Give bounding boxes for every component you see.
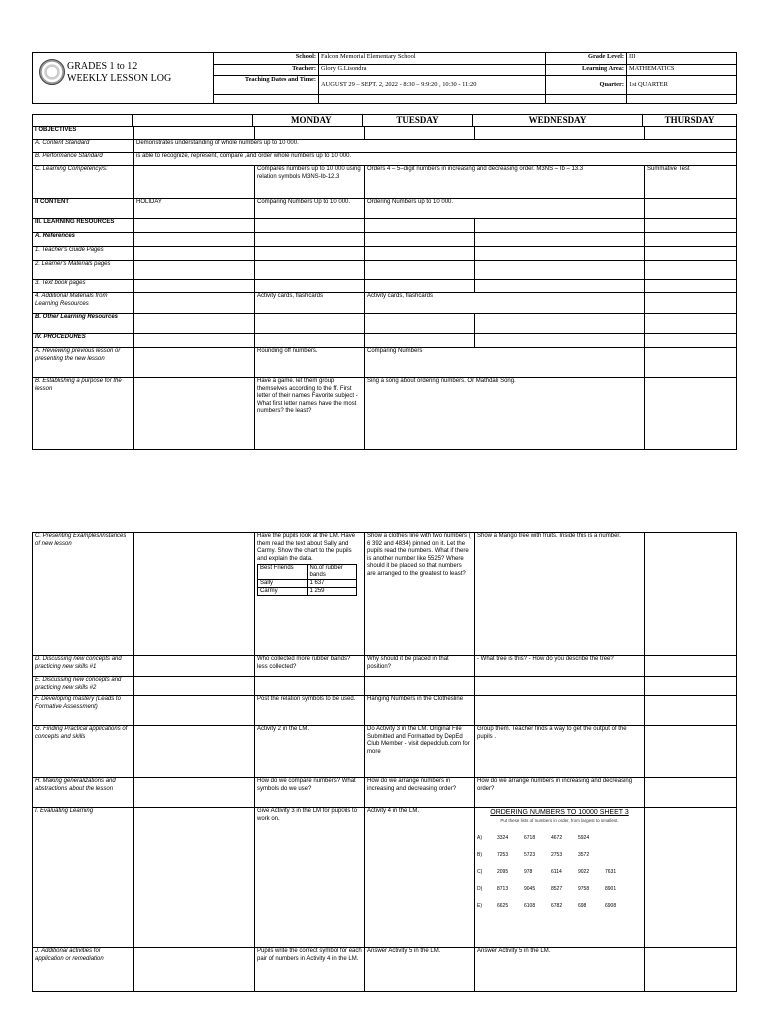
evaluating-wednesday: Activity 4 in the LM. (365, 808, 475, 948)
additional-activities-tuesday: Pupils write the correct symbol for each pair of numbers in Activity 4 in the LM. (255, 948, 365, 992)
purpose-wednesday: Sing a song about ordering numbers. Or Mathdali Song. (365, 378, 645, 450)
teacher-value: Glory G.Lisondra (319, 65, 546, 76)
practical-wednesday: Do Activity 3 in the LM. Original File Submitted and Formatted by DepEd Club Member - visit depedclub.com for more (365, 726, 475, 778)
row-other-resources: B. Other Learning Resources (33, 314, 134, 334)
row-textbook: 3. Text book pages (33, 280, 134, 293)
worksheet-row: C) 2095 978 6114 9022 7631 (477, 869, 617, 876)
dates-value: AUGUST 29 – SEPT. 2, 2022 - 8:30 – 9:9:20 , 10:30 - 11:20 (319, 76, 546, 95)
lesson-table-2 (32, 532, 737, 992)
grade-value: III (627, 53, 737, 65)
row-content: II CONTENT (33, 199, 134, 219)
teacher-label: Teacher: (214, 65, 319, 76)
row-objectives: I OBJECTIVES (33, 127, 134, 140)
quarter-label: Quarter: (546, 76, 627, 95)
presenting-wednesday: Show a clothes line with two numbers ( 6 392 and 4834) pinned on it. Let the pupils read the numbers. What if there is another number like 5525? Where should it be placed so that numbers are arranged to the greatest to least? (365, 533, 475, 656)
additional-tuesday: Activity cards, flashcards (255, 293, 365, 314)
content-monday: HOLIDAY (134, 199, 255, 219)
row-resources: III. LEARNING RESOURCES (33, 219, 134, 233)
table-h2: No.of rubber bands (307, 565, 357, 580)
mastery-wednesday: Hanging Numbers in the Clothesline (365, 696, 475, 726)
content-wednesday: Ordering Numbers up to 10 000. (365, 199, 645, 219)
row-generalizations: H. Making generalizations and abstractions about the lesson (33, 778, 134, 808)
practical-tuesday: Activity 2 in the LM. (255, 726, 365, 778)
purpose-tuesday: Have a game. let them group themselves according to the ff. First letter of their names Favorite subject - What first letter names have the most numbers? the least? (255, 378, 365, 450)
generalizations-thursday: How do we arrange numbers in increasing and decreasing order? (475, 778, 645, 808)
row-discussing-1: D. Discussing new concepts and practicing new skills #1 (33, 656, 134, 677)
logo-cell (33, 53, 214, 104)
worksheet-subtitle: Put these lists of numbers in order, from largest to smallest. (500, 817, 619, 823)
worksheet-cell (475, 808, 645, 948)
quarter-value: 1st QUARTER (627, 76, 737, 95)
competency-wednesday: Orders 4 – 5–digit numbers in increasing and decreasing order. M3NS – Ib – 13.3 (365, 166, 645, 199)
dates-label: Teaching Dates and Time: (214, 76, 319, 95)
worksheet-title: ORDERING NUMBERS TO 10000 SHEET 3 (490, 809, 629, 816)
content-tuesday: Comparing Numbers Up to 10 000. (255, 199, 365, 219)
row-performance-standard: B. Performance Standard (33, 153, 134, 166)
presenting-tuesday-text: Have the pupils look at the LM. Have them read the text about Sally and Carmy. Show the chart to the pupils and explain the data. (257, 533, 356, 562)
competency-tuesday: Compares numbers up to 10 000 using relation symbols M3NS-Ib-12.3 (255, 166, 365, 199)
table-r1b: 1 637 (307, 580, 357, 588)
deped-seal-icon (39, 59, 65, 85)
row-mastery: F. Developing mastery (Leads to Formative Assessment) (33, 696, 134, 726)
grade-label: Grade Level: (546, 53, 627, 65)
table-r2b: 1 259 (307, 588, 357, 596)
table-h1: Best Friends (258, 565, 308, 580)
logo-line2: WEEKLY LESSON LOG (67, 73, 172, 84)
row-additional-activities: J. Additional activities for application or remediation (33, 948, 134, 992)
row-competency: C. Learning Competency/s: (33, 166, 134, 199)
row-discussing-2: E. Discussing new concepts and practicing new skills #2 (33, 677, 134, 696)
day-thursday: THURSDAY (643, 115, 737, 127)
day-monday: MONDAY (253, 115, 363, 127)
table-r2a: Carmy (258, 588, 308, 596)
row-references: A. References (33, 233, 134, 247)
mastery-tuesday: Post the relation symbols to be used. (255, 696, 365, 726)
school-label: School: (214, 53, 319, 65)
row-procedures: IV. PROCEDURES (33, 334, 134, 348)
rubber-bands-table (257, 564, 357, 596)
worksheet-row: A) 3324 6718 4672 5924 (477, 835, 590, 842)
generalizations-wednesday: How do we arrange numbers in increasing and decreasing order? (365, 778, 475, 808)
area-value: MATHEMATICS (627, 65, 737, 76)
worksheet-row: D) 8713 9045 8527 9758 8901 (477, 886, 617, 893)
row-practical: G. Finding Practical applications of concepts and skills (33, 726, 134, 778)
performance-standard-text: is able to recognize, represent, compare ,and order whole numbers up to 10 000. (134, 153, 737, 166)
practical-thursday: Group them. Teacher finds a way to get the output of the pupils . (475, 726, 645, 778)
row-reviewing: A. Reviewing previous lesson or presenting the new lesson (33, 348, 134, 378)
discussing1-wednesday: Why should it be placed in that position? (365, 656, 475, 677)
row-learners-materials: 2. Learner's Materials pages (33, 261, 134, 280)
evaluating-tuesday: Give Activity 3 in the LM for pup0ils to work on. (255, 808, 365, 948)
discussing1-thursday: - What tree is this? - How do you describe the tree? (475, 656, 645, 677)
day-tuesday: TUESDAY (363, 115, 473, 127)
row-teachers-guide: 1. Teacher's Guide Pages (33, 247, 134, 261)
row-evaluating: I. Evaluating Learning (33, 808, 134, 948)
additional-wednesday: Activity cards, flashcards (365, 293, 645, 314)
discussing1-tuesday: Who collected more rubber bands? less collected? (255, 656, 365, 677)
header-table (32, 52, 737, 104)
row-presenting: C. Presenting Examples/instances of new lesson (33, 533, 134, 656)
additional-activities-wednesday: Answer Activity 5 in the LM. (365, 948, 475, 992)
reviewing-wednesday: Comparing Numbers (365, 348, 645, 378)
row-additional-materials: 4. Additional Materials from Learning Resources (33, 293, 134, 314)
worksheet-row: B) 7253 5723 2753 3572 (477, 852, 590, 859)
generalizations-tuesday: How do we compare numbers? What symbols do we use? (255, 778, 365, 808)
day-wednesday: WEDNESDAY (473, 115, 643, 127)
area-label: Learning Area: (546, 65, 627, 76)
row-purpose: B. Establishing a purpose for the lesson (33, 378, 134, 450)
worksheet-row: E) 6625 6108 6782 698 6908 (477, 903, 617, 910)
row-content-standard: A. Content Standard (33, 140, 134, 153)
content-standard-text: Demonstrates understanding of whole numbers up to 10 000. (134, 140, 737, 153)
additional-activities-thursday: Answer Activity 5 in the LM. (475, 948, 645, 992)
presenting-tuesday (255, 533, 365, 656)
logo-line1: GRADES 1 to 12 (67, 61, 138, 72)
presenting-thursday: Show a Mango tree with fruits. Inside this is a number. (475, 533, 645, 656)
lesson-table-1b (32, 126, 737, 450)
reviewing-tuesday: Rounding off numbers. (255, 348, 365, 378)
school-value: Falcon Memorial Elementary School (319, 53, 546, 65)
table-r1a: Sally (258, 580, 308, 588)
competency-friday: Summative Test (645, 166, 737, 199)
